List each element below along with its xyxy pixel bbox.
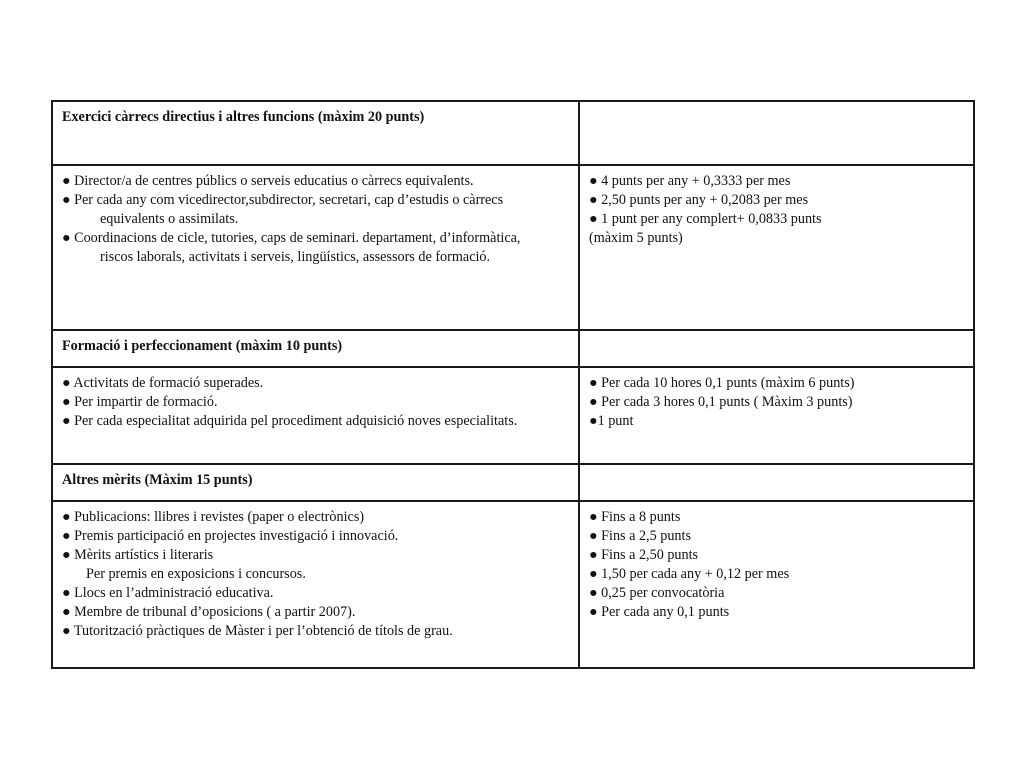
criteria-line: ● Per cada any com vicedirector,subdirector, secretari, cap d’estudis o càrrecs bbox=[62, 192, 504, 208]
section-header-row bbox=[52, 101, 974, 165]
criteria-line: ● Coordinacions de cicle, tutories, caps de seminari. departament, d’informàtica, bbox=[62, 230, 521, 246]
section-header-cell bbox=[52, 330, 579, 367]
criteria-line: ● Tutorització pràctiques de Màster i per l’obtenció de títols de grau. bbox=[62, 623, 453, 639]
criteria-line: ● Publicacions: llibres i revistes (paper o electrònics) bbox=[62, 509, 365, 525]
section-header-empty-cell bbox=[579, 464, 974, 501]
criteria-line: ● Mèrits artístics i literaris bbox=[62, 547, 214, 563]
criteria-cell bbox=[52, 165, 579, 330]
points-line: ● 0,25 per convocatòria bbox=[589, 585, 725, 601]
points-line: (màxim 5 punts) bbox=[589, 230, 683, 246]
criteria-line: ● Premis participació en projectes investigació i innovació. bbox=[62, 528, 399, 544]
section-header-cell bbox=[52, 101, 579, 165]
criteria-line: riscos laborals, activitats i serveis, lingüístics, assessors de formació. bbox=[100, 249, 491, 265]
criteria-line: ● Per cada especialitat adquirida pel procediment adquisició noves especialitats. bbox=[62, 413, 518, 429]
points-cell bbox=[579, 165, 974, 330]
criteria-line: equivalents o assimilats. bbox=[100, 211, 239, 227]
points-cell bbox=[579, 501, 974, 668]
points-line: ● 2,50 punts per any + 0,2083 per mes bbox=[589, 192, 809, 208]
criteria-line: ● Activitats de formació superades. bbox=[62, 375, 264, 391]
section-body-row bbox=[52, 367, 974, 464]
points-line: ● Per cada any 0,1 punts bbox=[589, 604, 730, 620]
section-header-empty-cell bbox=[579, 330, 974, 367]
section-header-text: Formació i perfeccionament (màxim 10 punts) bbox=[62, 338, 343, 354]
section-header-text: Altres mèrits (Màxim 15 punts) bbox=[62, 472, 253, 488]
merits-table bbox=[51, 100, 975, 669]
points-line: ● 4 punts per any + 0,3333 per mes bbox=[589, 173, 791, 189]
section-body-row bbox=[52, 501, 974, 668]
criteria-line: ● Llocs en l’administració educativa. bbox=[62, 585, 274, 601]
criteria-cell bbox=[52, 367, 579, 464]
points-line: ●1 punt bbox=[589, 413, 634, 429]
section-body-row bbox=[52, 165, 974, 330]
criteria-line: ● Membre de tribunal d’oposicions ( a partir 2007). bbox=[62, 604, 356, 620]
section-header-empty-cell bbox=[579, 101, 974, 165]
section-header-row bbox=[52, 330, 974, 367]
points-line: ● 1 punt per any complert+ 0,0833 punts bbox=[589, 211, 822, 227]
points-cell bbox=[579, 367, 974, 464]
criteria-line: Per premis en exposicions i concursos. bbox=[86, 566, 306, 582]
points-line: ● Fins a 2,50 punts bbox=[589, 547, 699, 563]
points-line: ● Per cada 10 hores 0,1 punts (màxim 6 punts) bbox=[589, 375, 855, 391]
criteria-line: ● Per impartir de formació. bbox=[62, 394, 218, 410]
section-header-row bbox=[52, 464, 974, 501]
points-line: ● Fins a 2,5 punts bbox=[589, 528, 691, 544]
section-header-cell bbox=[52, 464, 579, 501]
points-line: ● Per cada 3 hores 0,1 punts ( Màxim 3 punts) bbox=[589, 394, 853, 410]
section-header-text: Exercici càrrecs directius i altres funcions (màxim 20 punts) bbox=[62, 109, 425, 125]
points-line: ● 1,50 per cada any + 0,12 per mes bbox=[589, 566, 790, 582]
criteria-line: ● Director/a de centres públics o serveis educatius o càrrecs equivalents. bbox=[62, 173, 474, 189]
criteria-cell bbox=[52, 501, 579, 668]
points-line: ● Fins a 8 punts bbox=[589, 509, 681, 525]
